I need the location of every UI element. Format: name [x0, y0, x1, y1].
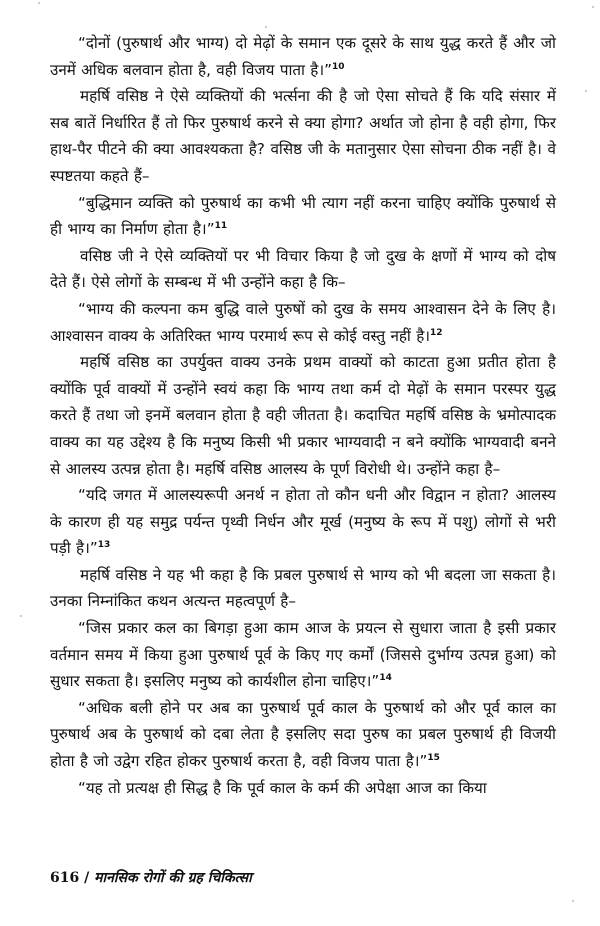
quote-paragraph	[50, 30, 556, 83]
body-paragraph	[50, 562, 556, 615]
page-footer	[50, 868, 252, 887]
paragraph-text: “जिस प्रकार कल का बिगड़ा हुआ काम आज के प्रयत्न से सुधारा जाता है इसी प्रकार वर्तमान समय में किया हुआ पुरुषार्थ पूर्व के किए गए कर्मों (जिससे दुर्भाग्य उत्पन्न हुआ) को सुधार सकता है। इसलिए मनुष्य को कार्यशील होना चाहिए।”	[50, 619, 556, 691]
paragraph-text: “अधिक बली होने पर अब का पुरुषार्थ पूर्व काल के पुरुषार्थ को और पूर्व काल का पुरुषार्थ अब के पुरुषार्थ को दबा लेता है इसलिए सदा पुरुष का प्रबल पुरुषार्थ ही विजयी होता है जो उद्वेग रहित होकर पुरुषार्थ करता है, वही विजय पाता है।”	[50, 698, 556, 771]
quote-paragraph	[50, 775, 556, 802]
paragraph-text: “दोनों (पुरुषार्थ और भाग्य) दो मेढ़ों के समान एक दूसरे के साथ युद्ध करते हैं और जो उनमें अधिक बलवान होता है, वही विजय पाता है।”	[50, 34, 556, 79]
footnote-marker: 14	[379, 673, 392, 684]
paragraph-text: महर्षि वसिष्ठ ने ऐसे व्यक्तियों की भर्त्सना की है जो ऐसा सोचते हैं कि यदि संसार में सब बातें निर्धारित हैं तो फिर पुरुषार्थ करने से क्या होगा? अर्थात जो होना है वही होगा, फिर हाथ-पैर पीटने की क्या आवश्यकता है? वसिष्ठ जी के मतानुसार ऐसा सोचना ठीक नहीं है। वे स्पष्टतया कहते हैं–	[50, 87, 556, 185]
scan-speck	[592, 6, 594, 8]
scan-speck	[265, 26, 267, 28]
footnote-marker: 15	[427, 752, 440, 763]
paragraph-text: महर्षि वसिष्ठ का उपर्युक्त वाक्य उनके प्रथम वाक्यों को काटता हुआ प्रतीत होता है क्योंकि पूर्व वाक्यों में उन्होंने स्वयं कहा कि भाग्य तथा कर्म दो मेढ़ों के समान परस्पर युद्ध करते हैं तथा जो इनमें बलवान होता है वही जीतता है। कदाचित महर्षि वसिष्ठ के भ्रमोत्पादक वाक्य का यह उद्देश्य है कि मनुष्य किसी भी प्रकार भाग्यवादी न बने क्योंकि भाग्यवादी बनने से आलस्य उत्पन्न होता है। महर्षि वसिष्ठ आलस्य के पूर्ण विरोधी थे। उन्होंने कहा है–	[50, 353, 556, 478]
quote-paragraph	[50, 190, 556, 243]
quote-paragraph	[50, 615, 556, 695]
scan-speck	[20, 615, 22, 617]
body-paragraph	[50, 349, 556, 482]
paragraph-text: “यदि जगत में आलस्यरूपी अनर्थ न होता तो कौन धनी और विद्वान न होता? आलस्य के कारण ही यह समुद्र पर्यन्त पृथ्वी निर्धन और मूर्ख (मनुष्य के रूप में पशु) लोगों से भरी पड़ी है।”	[50, 486, 556, 558]
scan-speck	[585, 90, 587, 92]
paragraph-text: “बुद्धिमान व्यक्ति को पुरुषार्थ का कभी भी त्याग नहीं करना चाहिए क्योंकि पुरुषार्थ से ही भाग्य का निर्माण होता है।”	[50, 193, 556, 239]
paragraph-text: “यह तो प्रत्यक्ष ही सिद्ध है कि पूर्व काल के कर्म की अपेक्षा आज का किया	[78, 778, 487, 797]
quote-paragraph	[50, 695, 556, 775]
body-paragraph	[50, 243, 556, 296]
quote-paragraph	[50, 482, 556, 562]
paragraph-text: “भाग्य की कल्पना कम बुद्धि वाले पुरुषों को दुख के समय आश्वासन देने के लिए है। आश्वासन वाक्य के अतिरिक्त भाग्य परमार्थ रूप से कोई वस्तु नहीं है।	[50, 299, 556, 345]
footnote-marker: 11	[214, 221, 228, 232]
page-body	[50, 30, 556, 801]
book-title: मानसिक रोगों की ग्रह चिकित्सा	[94, 870, 252, 886]
footnote-marker: 10	[332, 61, 345, 72]
scan-speck	[572, 900, 574, 902]
quote-paragraph	[50, 296, 556, 349]
footnote-marker: 13	[97, 540, 111, 551]
footnote-marker: 12	[430, 327, 443, 338]
paragraph-text: वसिष्ठ जी ने ऐसे व्यक्तियों पर भी विचार किया है जो दुख के क्षणों में भाग्य को दोष देते हैं। ऐसे लोगों के सम्बन्ध में भी उन्होंने कहा है कि–	[50, 246, 556, 292]
page-number: 616	[50, 870, 80, 886]
footer-separator: /	[84, 870, 90, 886]
scan-speck	[38, 2, 40, 4]
paragraph-text: महर्षि वसिष्ठ ने यह भी कहा है कि प्रबल पुरुषार्थ से भाग्य को भी बदला जा सकता है। उनका निम्नांकित कथन अत्यन्त महत्वपूर्ण है–	[50, 565, 556, 611]
body-paragraph	[50, 83, 556, 189]
